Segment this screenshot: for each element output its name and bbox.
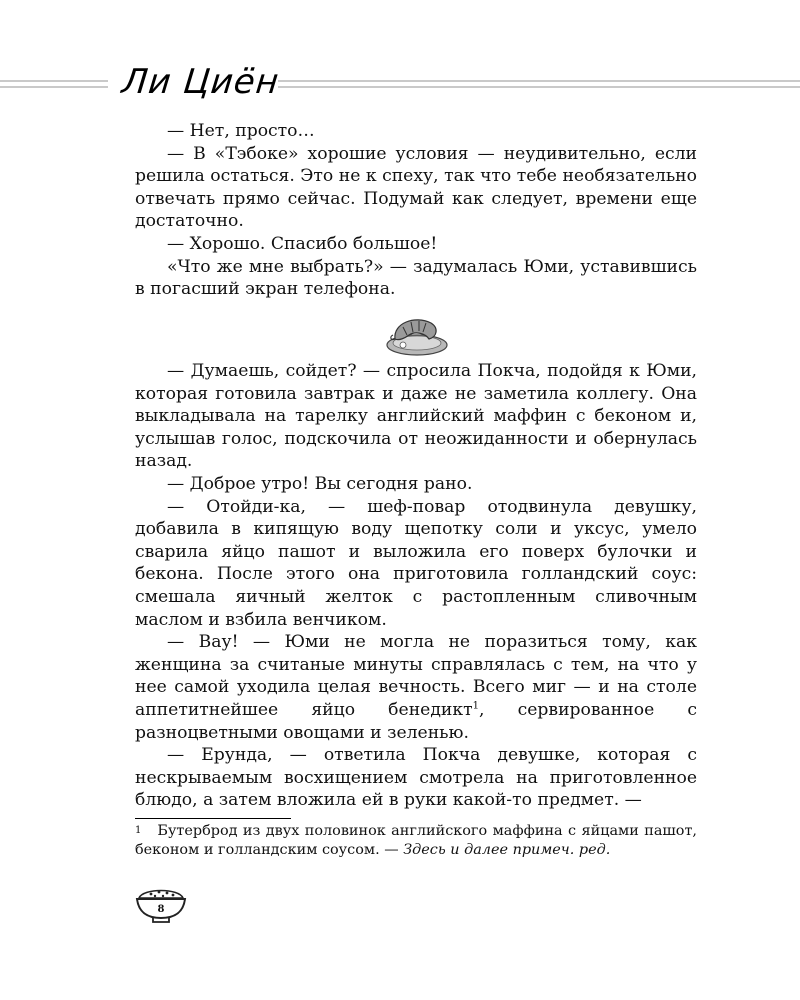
paragraph: — Хорошо. Спасибо большое! — [167, 233, 438, 254]
footnote-rule — [135, 818, 291, 819]
paragraph-text: — Вау! — Юми не могла не поразиться тому, как женщина за считаные минуты справлялась с тем, на что у нее самой уходила целая вечность. Всего миг — и на столе аппетитнейшее яйцо бенедикт — [135, 632, 697, 720]
shrimp-on-plate-icon — [381, 313, 451, 357]
paragraph: — Доброе утро! Вы сегодня рано. — [167, 473, 473, 494]
header-rule-left — [0, 80, 108, 88]
paragraph: «Что же мне выбрать?» — задумалась Юми, уставившись в погасший экран телефона. — [135, 256, 697, 300]
paragraph: — Ерунда, — ответила Покча девушке, которая с нескрываемым восхищением смотрела на приготовленное блюдо, а затем вложила ей в руки какой-то предмет. — — [135, 745, 697, 811]
footnote-mark: 1 — [135, 825, 142, 836]
footnote-italic: Здесь и далее примеч. ред. — [403, 841, 611, 858]
footnote — [135, 822, 697, 859]
text-block-top — [135, 120, 697, 301]
footnote-text: Бутерброд из двух половинок английского маффина с яйцами пашот, беконом и голландским соусом. — — [135, 823, 697, 858]
paragraph: — Отойди-ка, — шеф-повар отодвинула девушку, добавила в кипящую воду щепотку соли и уксус, умело сварила яйцо пашот и выложила его поверх булочки и бекона. После этого она приготовила голландский соус: смешала яичный желток с растопленным сливочным маслом и взбила венчиком. — [135, 496, 697, 630]
paragraph: — Думаешь, сойдет? — спросила Покча, подойдя к Юми, которая готовила завтрак и даже не заметила коллегу. Она выкладывала на тарелку английский маффин с беконом и, услышав голос, подскочила от неожиданности и обернулась назад. — [135, 361, 697, 472]
header-rule-right — [278, 80, 800, 88]
page-number: 8 — [157, 904, 165, 915]
paragraph: — В «Тэбоке» хорошие условия — неудивительно, если решила остаться. Это не к спеху, так что тебе необязательно отвечать прямо сейчас. Подумай как следует, времени еще достаточно. — [135, 143, 697, 232]
footnote-reference: 1 — [472, 700, 479, 712]
text-block-bottom — [135, 360, 697, 812]
paragraph-text: , сервированное с разноцветными овощами и зеленью. — [135, 699, 697, 743]
running-head-author: Ли Циён — [119, 62, 282, 102]
paragraph — [135, 631, 697, 744]
paragraph: — Нет, просто… — [167, 121, 315, 141]
